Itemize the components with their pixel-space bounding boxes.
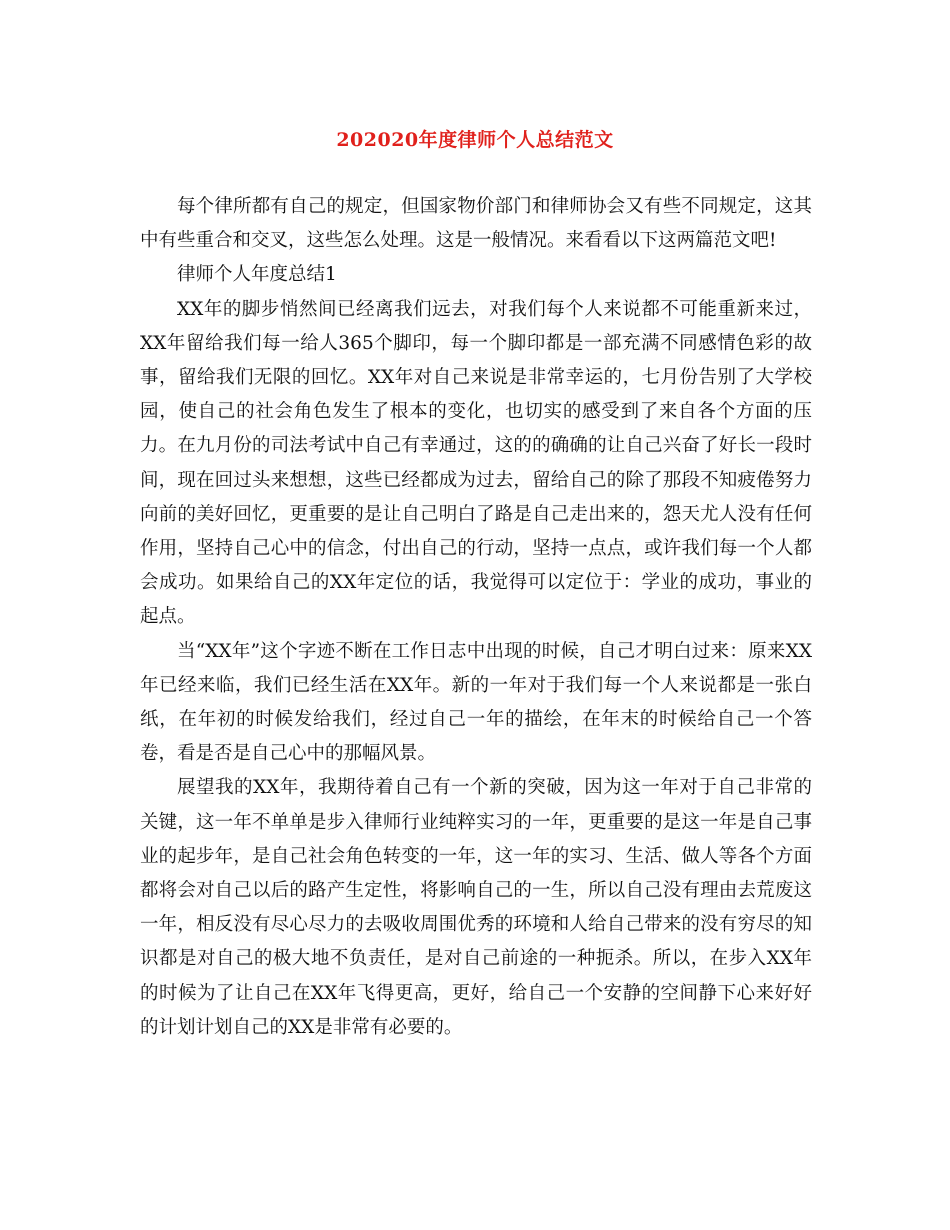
section-heading: 律师个人年度总结1 <box>177 264 337 286</box>
body-paragraph: XX年的脚步悄然间已经离我们远去，对我们每个人来说都不可能重新来过，XX年留给我们每一给人365个脚印，每一个脚印都是一部充满不同感情色彩的故事，留给我们无限的回忆。XX年对自己来说是非常幸运的，七月份告别了大学校园，使自己的社会角色发生了根本的变化，也切实的感受到了来自各个方面的压力。在九月份的司法考试中自己有幸通过，这的的确确的让自己兴奋了好长一段时间，现在回过头来想想，这些已经都成为过去，留给自己的除了那段不知疲倦努力向前的美好回忆，更重要的是让自己明白了路是自己走出来的，怨天尤人没有任何作用，坚持自己心中的信念，付出自己的行动，坚持一点点，或许我们每一个人都会成功。如果给自己的XX年定位的话，我觉得可以定位于：学业的成功，事业的起点。 <box>140 298 812 628</box>
document-title: 202020年度律师个人总结范文 <box>336 129 614 151</box>
document-body <box>140 190 812 1045</box>
body-paragraph: 展望我的XX年，我期待着自己有一个新的突破，因为这一年对于自己非常的关键，这一年不单单是步入律师行业纯粹实习的一年，更重要的是这一年是自己事业的起步年，是自己社会角色转变的一年，这一年的实习、生活、做人等各个方面都将会对自己以后的路产生定性，将影响自己的一生，所以自己没有理由去荒废这一年，相反没有尽心尽力的去吸收周围优秀的环境和人给自己带来的没有穷尽的知识都是对自己的极大地不负责任，是对自己前途的一种扼杀。所以，在步入XX年的时候为了让自己在XX年飞得更高，更好，给自己一个安静的空间静下心来好好的计划计划自己的XX是非常有必要的。 <box>140 777 812 1038</box>
intro-paragraph: 每个律所都有自己的规定，但国家物价部门和律师协会又有些不同规定，这其中有些重合和交叉，这些怎么处理。这是一般情况。来看看以下这两篇范文吧! <box>140 196 812 252</box>
body-paragraph: 当“XX年”这个字迹不断在工作日志中出现的时候，自己才明白过来：原来XX年已经来临，我们已经生活在XX年。新的一年对于我们每一个人来说都是一张白纸，在年初的时候发给我们，经过自己一年的描绘，在年末的时候给自己一个答卷，看是否是自己心中的那幅风景。 <box>140 640 812 765</box>
